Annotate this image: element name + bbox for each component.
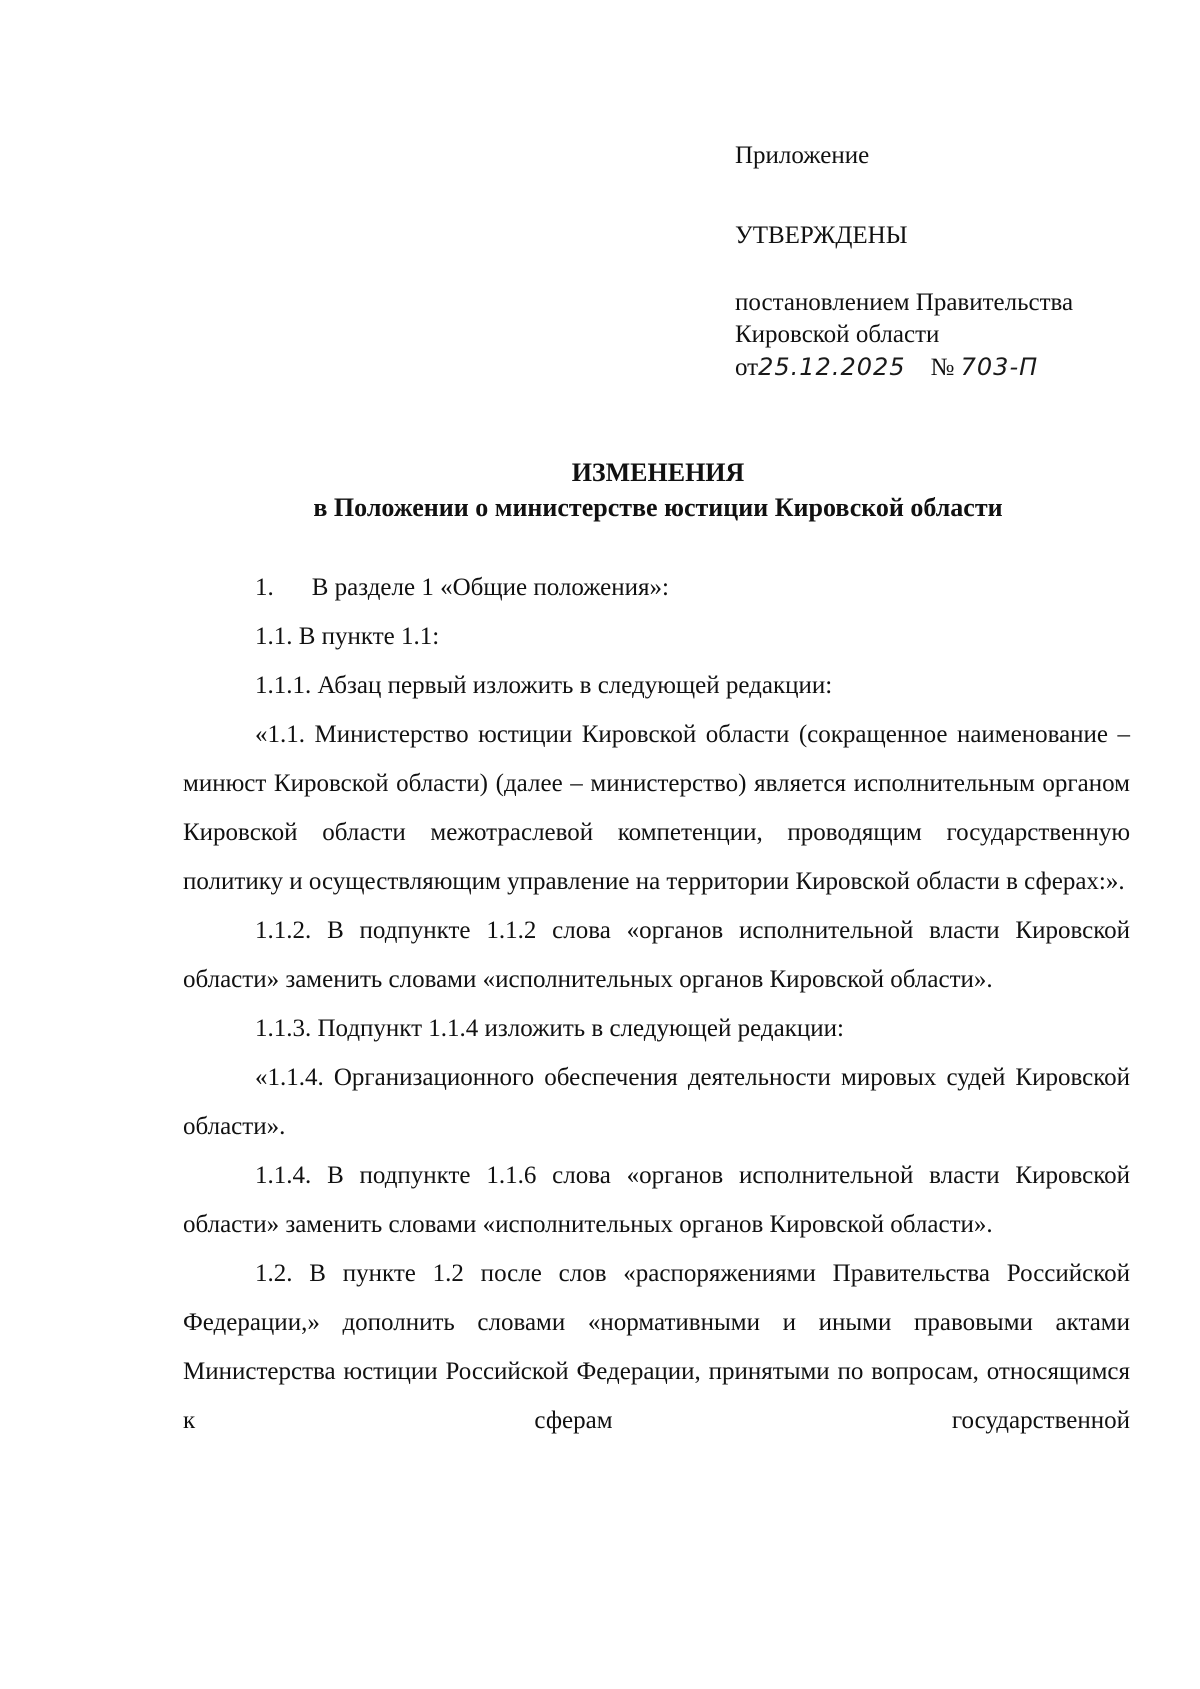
appendix-label (735, 140, 869, 172)
approval-line-2: Кировской области (735, 321, 940, 348)
approval-block (735, 287, 1073, 384)
paragraph-1-1-4: 1.1.4. В подпункте 1.1.6 слова «органов исполнительной власти Кировской области» заменить словами «исполнительных органов Кировской области». (183, 1162, 1130, 1238)
paragraph-1-1-1: 1.1.1. Абзац первый изложить в следующей редакции: (255, 672, 833, 699)
document-body (183, 563, 1130, 1445)
approved-text: УТВЕРЖДЕНЫ (735, 222, 908, 249)
date-prefix: от (735, 354, 759, 381)
appendix-text: Приложение (735, 142, 870, 169)
paragraph-1-1-2: 1.1.2. В подпункте 1.1.2 слова «органов исполнительной власти Кировской области» заменить словами «исполнительных органов Кировской области». (183, 917, 1130, 993)
document-title: ИЗМЕНЕНИЯ (571, 458, 745, 487)
document-subtitle: в Положении о министерстве юстиции Кировской области (313, 493, 1003, 522)
handwritten-number: 703-П (960, 353, 1039, 381)
number-prefix: № (930, 354, 955, 381)
paragraph-1-1: 1.1. В пункте 1.1: (255, 623, 440, 650)
paragraph-number: 1. (255, 574, 274, 601)
paragraph-1 (183, 563, 1130, 612)
paragraph-text: В разделе 1 «Общие положения»: (311, 574, 669, 601)
approved-label (735, 220, 908, 252)
paragraph-1-1-quote: «1.1. Министерство юстиции Кировской области (сокращенное наименование – минюст Кировской области) (далее – министерство) является исполнительным органом Кировской области межотраслевой компетенции, проводящим государственную политику и осуществляющим управление на территории Кировской области в сферах:». (183, 721, 1130, 895)
approval-line-1: постановлением Правительства (735, 289, 1074, 316)
paragraph-1-1-3: 1.1.3. Подпункт 1.1.4 изложить в следующей редакции: (255, 1015, 844, 1042)
handwritten-date: 25.12.2025 (758, 353, 906, 381)
paragraph-1-2: 1.2. В пункте 1.2 после слов «распоряжениями Правительства Российской Федерации,» дополнить словами «нормативными и иными правовыми актами Министерства юстиции Российской Федерации, принятыми по вопросам, относящимся к сферам государственной (183, 1260, 1130, 1434)
paragraph-1-1-4-quote: «1.1.4. Организационного обеспечения деятельности мировых судей Кировской области». (183, 1064, 1130, 1140)
approval-date-line (735, 351, 1073, 384)
